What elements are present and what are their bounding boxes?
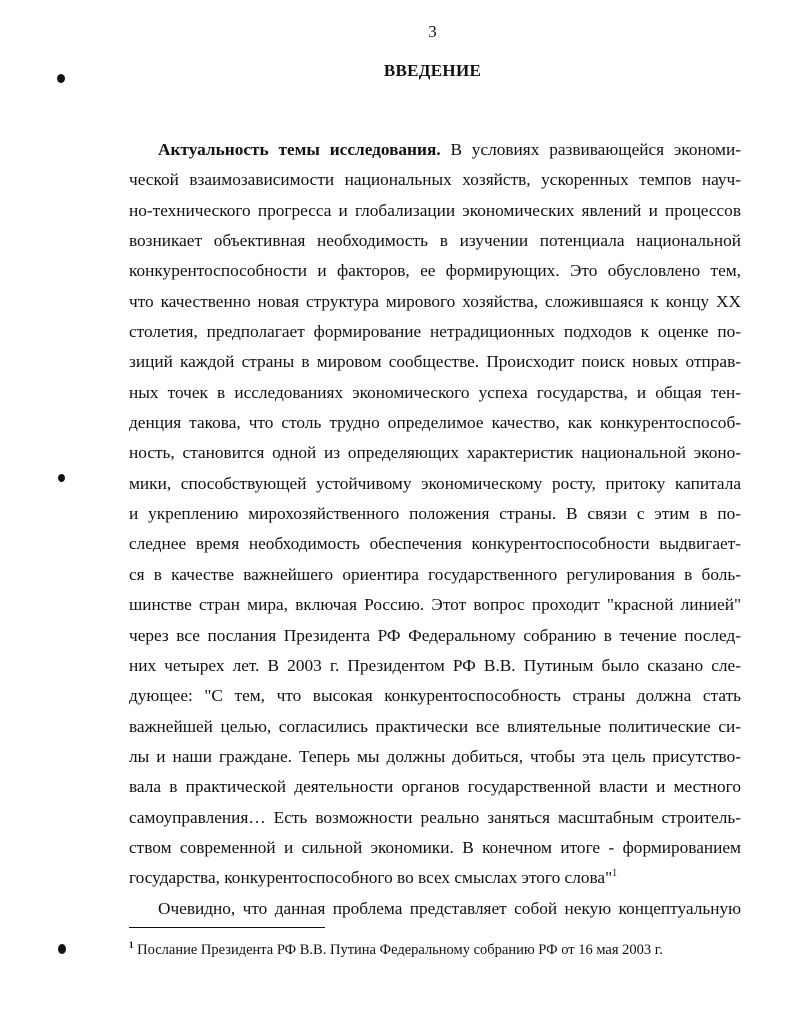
page-number: 3 bbox=[428, 22, 437, 41]
text-line: самоуправления… Есть возможности реально заняться масштабным строитель- bbox=[129, 807, 741, 827]
text-line: лы и наши граждане. Теперь мы должны добиться, чтобы эта цель присутство- bbox=[129, 746, 741, 766]
paragraph-1-first-line bbox=[129, 135, 741, 165]
text-line: что качественно новая структура мирового хозяйства, сложившаяся к концу XX bbox=[129, 291, 741, 311]
scan-speck bbox=[57, 74, 65, 83]
text-line: ся в качестве важнейшего ориентира государственного регулирования в боль- bbox=[129, 564, 741, 584]
text-line: зиций каждой страны в мировом сообществе. Происходит поиск новых отправ- bbox=[129, 352, 741, 372]
text-line: них четырех лет. В 2003 г. Президентом РФ В.В. Путиным было сказано сле- bbox=[129, 655, 741, 675]
footnote bbox=[129, 942, 749, 959]
text-line: важнейшей целью, согласились практически все влиятельные политические си- bbox=[129, 716, 741, 736]
text-line: денция такова, что столь трудно определимое качество, как конкурентоспособ- bbox=[129, 413, 741, 433]
footnote-reference: 1 bbox=[612, 868, 618, 880]
first-line-rest: В условиях развивающейся экономи- bbox=[440, 140, 741, 159]
scan-speck bbox=[58, 474, 65, 482]
footnote-separator bbox=[129, 927, 325, 928]
text-line: мики, способствующей устойчивому экономическому росту, притоку капитала bbox=[129, 473, 741, 493]
text-line: вала в практической деятельности органов государственной власти и местного bbox=[129, 777, 741, 797]
text-line: ством современной и сильной экономики. В конечном итоге - формированием bbox=[129, 837, 741, 857]
text-line: столетия, предполагает формирование нетрадиционных подходов к оценке по- bbox=[129, 322, 741, 342]
text-line: дующее: "С тем, что высокая конкурентоспособность страны должна стать bbox=[129, 686, 741, 706]
paragraph-2-first-line: Очевидно, что данная проблема представляет собой некую концептуальную bbox=[158, 898, 741, 918]
text-line: через все послания Президента РФ Федеральному собранию в течение послед- bbox=[129, 625, 741, 645]
text-line: ческой взаимозависимости национальных хозяйств, ускоренных темпов науч- bbox=[129, 170, 741, 190]
text-line: но-технического прогресса и глобализации экономических явлений и процессов bbox=[129, 200, 741, 220]
text-line: ность, становится одной из определяющих характеристик национальной эконо- bbox=[129, 443, 741, 463]
text-line: и укреплению мирохозяйственного положения страны. В связи с этим в по- bbox=[129, 504, 741, 524]
text-line: конкурентоспособности и факторов, ее формирующих. Это обусловлено тем, bbox=[129, 261, 741, 281]
text-line: ных точек в исследованиях экономического успеха государства, и общая тен- bbox=[129, 382, 741, 402]
last-line-text: государства, конкурентоспособного во всех смыслах этого слова" bbox=[129, 868, 613, 888]
paragraph-1-last-line bbox=[129, 863, 741, 893]
text-line: шинстве стран мира, включая Россию. Этот вопрос проходит "красной линией" bbox=[129, 595, 741, 615]
text-line: следнее время необходимость обеспечения конкурентоспособности выдвигает- bbox=[129, 534, 741, 554]
body-text bbox=[129, 135, 741, 924]
lead-heading: Актуальность темы исследования. bbox=[158, 140, 441, 159]
section-title: ВВЕДЕНИЕ bbox=[383, 61, 482, 80]
scan-speck bbox=[58, 944, 66, 954]
footnote-mark: 1 bbox=[129, 940, 134, 951]
footnote-text: Послание Президента РФ В.В. Путина Федеральному собранию РФ от 16 мая 2003 г. bbox=[133, 942, 663, 958]
text-line: возникает объективная необходимость в изучении потенциала национальной bbox=[129, 231, 741, 251]
